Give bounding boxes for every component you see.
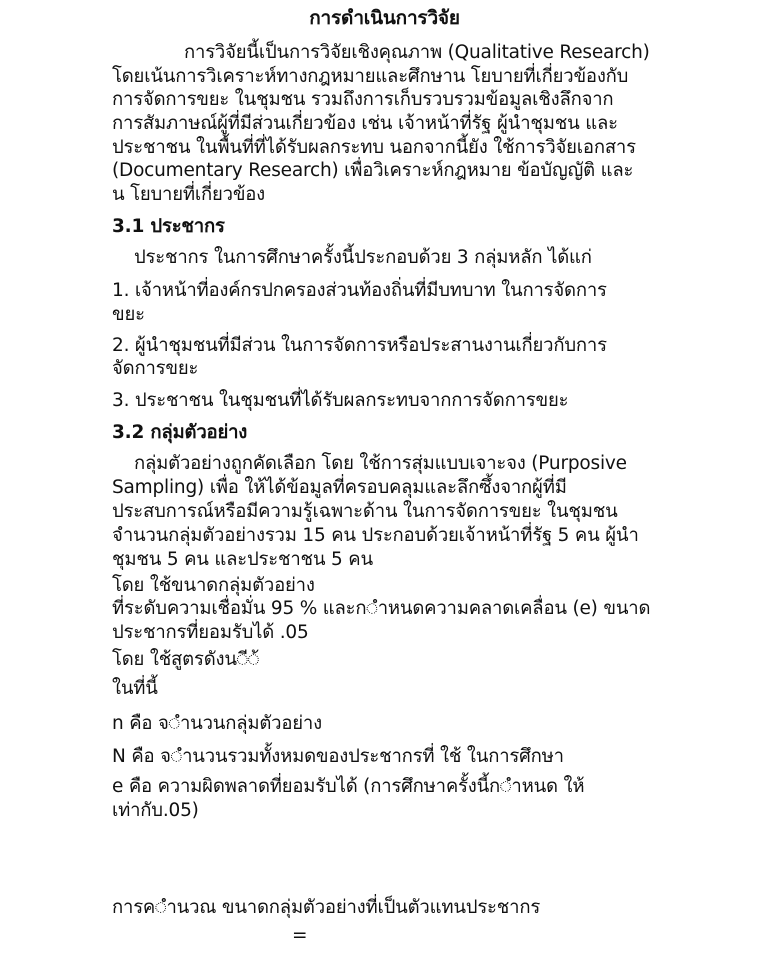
section-heading-sample: 3.2 กลุ่มตัวอย่าง — [112, 422, 248, 443]
intro-line-5: ประชาชน ในพื้นที่ที่ได้รับผลกระทบ นอกจากนี้ยัง ใช้การวิจัยเอกสาร — [112, 137, 636, 158]
population-item-1-cont: ขยะ — [112, 304, 145, 325]
sample-para-line-3: ประสบการณ์หรือมีความรู้เฉพาะด้าน ในการจัดการขยะ ในชุมชน — [112, 501, 618, 522]
definition-e: e คือ ความผิดพลาดที่ยอมรับได้ (การศึกษาครั้งนี้ก◌ำหนด ให้ — [112, 776, 585, 797]
sample-para-line-5: ชุมชน 5 คน และประชาชน 5 คน — [112, 549, 373, 570]
equals-sign: = — [292, 925, 308, 946]
population-item-2-cont: จัดการขยะ — [112, 358, 199, 379]
population-item-2: 2. ผู้นำชุมชนที่มีส่วน ในการจัดการหรือประสานงานเกี่ยวกับการ — [112, 335, 607, 356]
intro-line-6: (Documentary Research) เพื่อวิเคราะห์กฎหมาย ข้อบัญญัติ และ — [112, 160, 634, 181]
formula-intro: โดย ใช้สูตรดังน◌ี◌้ — [112, 649, 260, 670]
definition-e-cont: เท่ากับ.05) — [112, 800, 199, 821]
confidence-line-2: ประชากรที่ยอมรับได้ .05 — [112, 622, 309, 643]
sample-para-line-4: จำนวนกลุ่มตัวอย่างรวม 15 คน ประกอบด้วยเจ้าหน้าที่รัฐ 5 คน ผู้นำ — [112, 525, 639, 546]
confidence-line-1: ที่ระดับความเชื่อมั่น 95 % และก◌ำหนดความคลาดเคลื่อน (e) ขนาด — [112, 598, 651, 619]
population-item-3: 3. ประชาชน ในชุมชนที่ได้รับผลกระทบจากการจัดการขยะ — [112, 390, 569, 411]
intro-line-1: การวิจัยนี้เป็นการวิจัยเชิงคุณภาพ (Qualitative Research) — [184, 42, 650, 63]
calculation-label: การค◌ำนวณ ขนาดกลุ่มตัวอย่างที่เป็นตัวแทนประชากร — [112, 897, 541, 918]
intro-line-2: โดยเน้นการวิเคราะห์ทางกฎหมายและศึกษาน โยบายที่เกี่ยวข้องกับ — [112, 66, 629, 87]
document-title: การดำเนินการวิจัย — [309, 7, 460, 29]
sample-para-line-1: กลุ่มตัวอย่างถูกคัดเลือก โดย ใช้การสุ่มแบบเจาะจง (Purposive — [134, 453, 627, 474]
sample-para-line-2: Sampling) เพื่อ ให้ได้ข้อมูลที่ครอบคลุมและลึกซึ้งจากผู้ที่มี — [112, 477, 567, 498]
population-item-1: 1. เจ้าหน้าที่องค์กรปกครองส่วนท้องถิ่นที่มีบทบาท ในการจัดการ — [112, 280, 607, 301]
sample-size-intro: โดย ใช้ขนาดกลุ่มตัวอย่าง — [112, 575, 315, 596]
intro-line-7: น โยบายที่เกี่ยวข้อง — [112, 184, 266, 205]
population-lead: ประชากร ในการศึกษาครั้งนี้ประกอบด้วย 3 กลุ่มหลัก ได้แก่ — [134, 247, 592, 268]
definition-n: n คือ จ◌ำนวนกลุ่มตัวอย่าง — [112, 713, 322, 734]
where-label: ในที่นี้ — [112, 678, 158, 699]
intro-line-4: การสัมภาษณ์ผู้ที่มีส่วนเกี่ยวข้อง เช่น เจ้าหน้าที่รัฐ ผู้นำชุมชน และ — [112, 113, 618, 134]
definition-N: N คือ จ◌ำนวนรวมทั้งหมดของประชากรที่ ใช้ ในการศึกษา — [112, 746, 564, 767]
intro-line-3: การจัดการขยะ ในชุมชน รวมถึงการเก็บรวบรวมข้อมูลเชิงลึกจาก — [112, 89, 614, 110]
section-heading-population: 3.1 ประชากร — [112, 216, 225, 237]
